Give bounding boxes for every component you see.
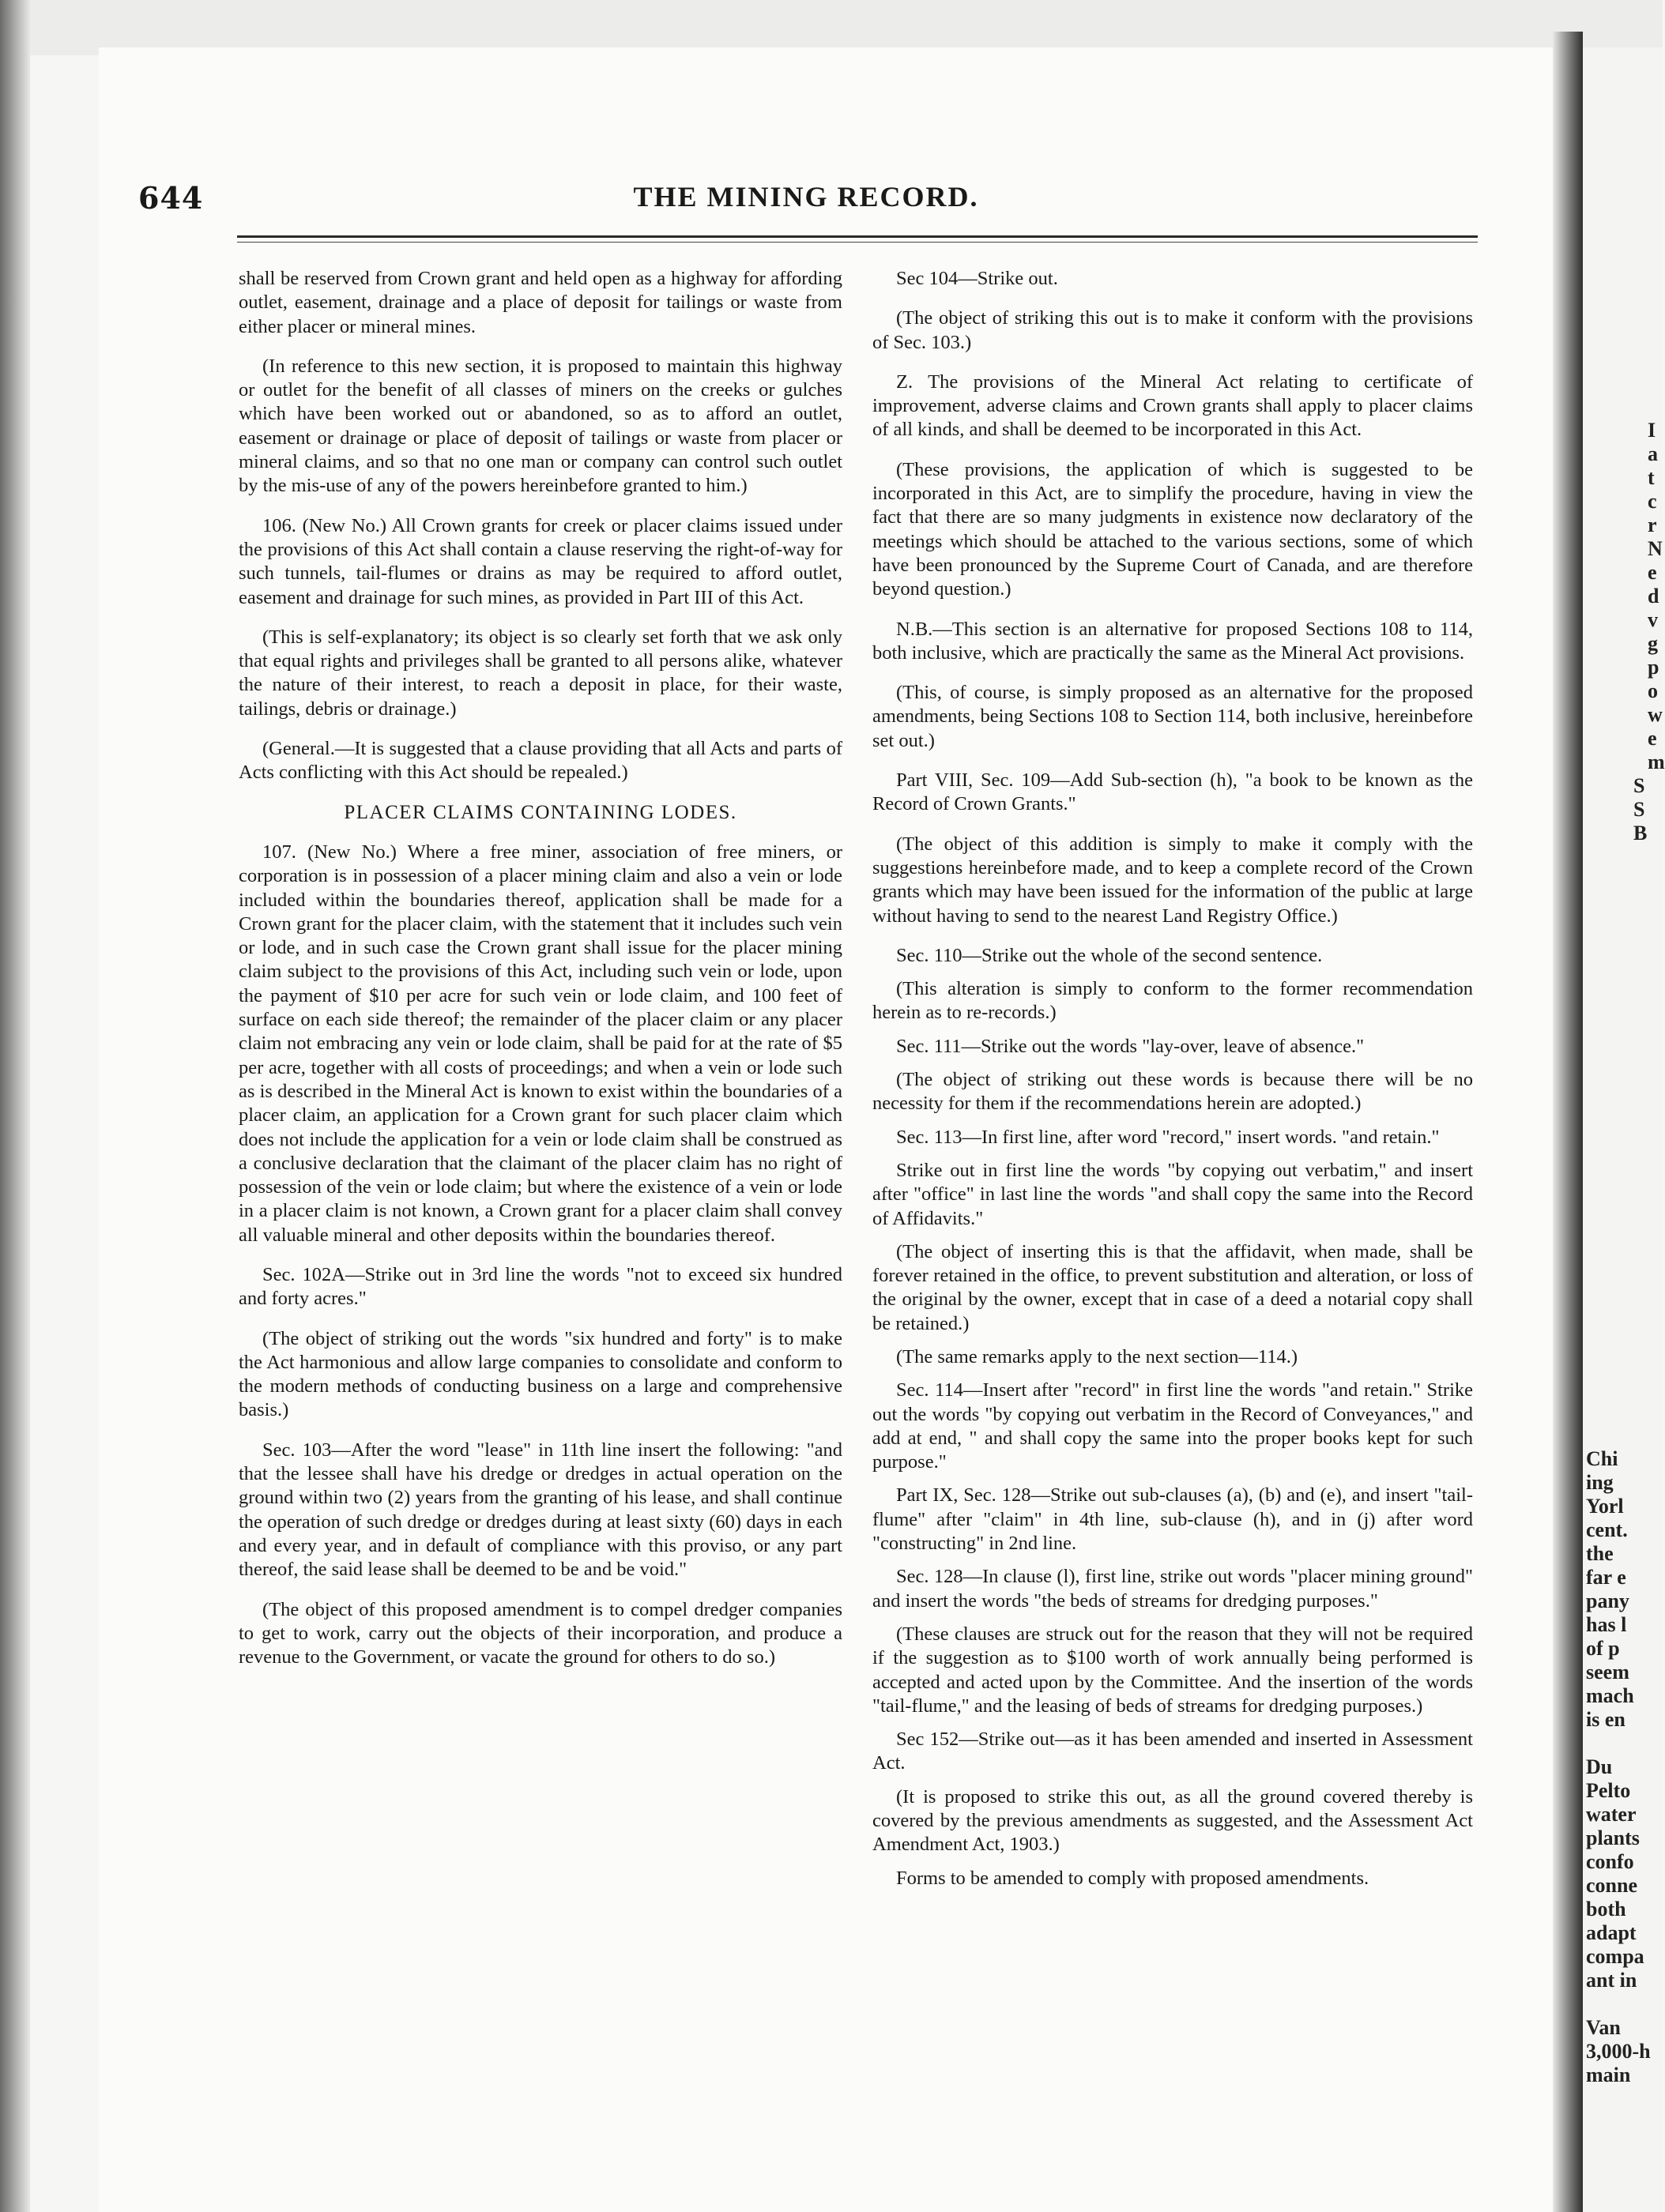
facing-page-fragment: a <box>1648 442 1658 465</box>
facing-page-fragment: both <box>1586 1898 1626 1920</box>
facing-page-fragment: confo <box>1586 1850 1634 1873</box>
paragraph: (The object of this proposed amendment is to compel dredger companies to get to work, carry out the objects of their incorporation, and produce a revenue to the Government, or vacate the ground for others to do so.) <box>239 1598 842 1668</box>
paragraph: Sec. 111—Strike out the words "lay-over, leave of absence." <box>896 1035 1365 1057</box>
facing-page-fragment: far e <box>1586 1566 1626 1589</box>
paragraph: Part VIII, Sec. 109—Add Sub-section (h), "a book to be known as the Record of Crown Grants." <box>872 769 1473 815</box>
facing-page-fragment: v <box>1648 608 1658 631</box>
paragraph: (General.—It is suggested that a clause providing that all Acts and parts of Acts conflicting with this Act should be repealed.) <box>239 738 842 784</box>
facing-page-fragment: adapt <box>1586 1921 1637 1944</box>
header-rule-thin <box>237 242 1478 243</box>
paragraph: (The object of this addition is simply to make it comply with the suggestions hereinbefore made, and to keep a complete record of the Crown grants which may have been issued for the information of the public at large without having to send to the nearest Land Registry Office.) <box>872 833 1473 927</box>
facing-page-fragment: plants <box>1586 1826 1640 1849</box>
facing-page-fragment: of p <box>1586 1637 1620 1660</box>
facing-page-fragment: Chi <box>1586 1447 1618 1470</box>
facing-page-fragment: r <box>1648 514 1657 536</box>
facing-page-fragment: g <box>1648 632 1658 655</box>
right-column <box>872 267 1473 1900</box>
facing-page-fragment: p <box>1648 656 1659 679</box>
facing-page-fragment: compa <box>1586 1945 1644 1968</box>
page-header <box>138 180 1474 228</box>
paragraph: (The same remarks apply to the next section—114.) <box>896 1345 1298 1367</box>
facing-page-fragment: B <box>1633 822 1648 845</box>
paragraph: Part IX, Sec. 128—Strike out sub-clauses (a), (b) and (e), and insert "tail-flume" after "claim" in 4th line, sub-clause (h), and in (j) after word "constructing" in 2nd line. <box>872 1484 1473 1555</box>
facing-page-fragment: 3,000-h <box>1586 2040 1651 2063</box>
facing-page-fragment: seem <box>1586 1661 1629 1683</box>
book-spine-gutter <box>1553 32 1583 2212</box>
facing-page-fragment: Van <box>1586 2016 1621 2039</box>
facing-page-fragment: Yorl <box>1586 1495 1624 1518</box>
facing-page-fragment: d <box>1648 585 1659 608</box>
paragraph: 106. (New No.) All Crown grants for creek or placer claims issued under the provisions of this Act shall contain a clause reserving the right-of-way for such tunnels, tail-flumes or drains as may be required to afford outlet, easement and drainage for such mines, as provided in Part III of this Act. <box>239 514 842 608</box>
facing-page-fragment: main <box>1586 2063 1631 2086</box>
paragraph: (These provisions, the application of which is suggested to be incorporated in this Act, are to simplify the procedure, having in view the fact that there are so many judgments in existence now declaratory of the meetings which should be attached to the various sections, some of which have been pronounced by the Supreme Court of Canada, and are therefore beyond question.) <box>872 458 1473 600</box>
paragraph: Sec. 110—Strike out the whole of the second sentence. <box>896 944 1323 966</box>
paragraph: (It is proposed to strike this out, as all the ground covered thereby is covered by the previous amendments as suggested, and the Assessment Act Amendment Act, 1903.) <box>872 1785 1473 1856</box>
paragraph: (In reference to this new section, it is proposed to maintain this highway or outlet for the benefit of all classes of miners on the creeks or gulches which have been worked out or abandoned, so as to afford an outlet, easement or drainage or place of deposit of tailings or waste from placer or mineral claims, and so that no one man or company can control such outlet by the mis-use of any of the powers hereinbefore granted to him.) <box>239 355 842 497</box>
facing-page-fragment: Pelto <box>1586 1779 1631 1802</box>
facing-page-fragment: c <box>1648 490 1657 513</box>
paragraph: (The object of striking out the words "six hundred and forty" is to make the Act harmonious and allow large companies to consolidate and conform to the modern methods of conducting business on a large and comprehensive basis.) <box>239 1327 842 1421</box>
paragraph: (This alteration is simply to conform to the former recommendation herein as to re-records.) <box>872 978 1473 1024</box>
facing-page <box>1583 47 1663 2212</box>
paragraph: N.B.—This section is an alternative for proposed Sections 108 to 114, both inclusive, which are practically the same as the Mineral Act provisions. <box>872 618 1473 664</box>
binding-shadow-left <box>0 0 30 2212</box>
section-heading: PLACER CLAIMS CONTAINING LODES. <box>344 801 737 823</box>
facing-page-fragment: I <box>1648 419 1656 442</box>
facing-page-fragment: t <box>1648 466 1655 489</box>
paragraph: Sec. 103—After the word "lease" in 11th line insert the following: "and that the lessee shall have his dredge or dredges in actual operation on the ground within two (2) years from the granting of his lease, and shall continue the operation of such dredge or dredges during at least sixty (60) days in each and every year, and in default of compliance with this proviso, or any part thereof, the said lease shall be deemed to be and be void." <box>239 1439 842 1581</box>
paragraph: Strike out in first line the words "by copying out verbatim," and insert after "office" in last line the words "and shall copy the same into the Record of Affidavits." <box>872 1159 1473 1229</box>
paragraph: Sec. 102A—Strike out in 3rd line the words "not to exceed six hundred and forty acres." <box>239 1263 842 1310</box>
header-rule <box>237 235 1478 238</box>
facing-page-fragment: w <box>1648 703 1663 726</box>
facing-page-fragment: is en <box>1586 1708 1625 1731</box>
paragraph: (This, of course, is simply proposed as an alternative for the proposed amendments, being Sections 108 to Section 114, both inclusive, hereinbefore set out.) <box>872 682 1473 751</box>
facing-page-fragment: Du <box>1586 1755 1613 1778</box>
facing-page-fragment: S <box>1633 798 1645 821</box>
facing-page-fragment: conne <box>1586 1874 1637 1897</box>
paragraph: Forms to be amended to comply with proposed amendments. <box>896 1867 1369 1889</box>
paragraph: Sec 104—Strike out. <box>896 268 1058 289</box>
facing-page-fragment: water <box>1586 1803 1637 1826</box>
facing-page-fragment: S <box>1633 774 1645 797</box>
paragraph: Sec 152—Strike out—as it has been amended and inserted in Assessment Act. <box>872 1729 1473 1774</box>
paragraph: shall be reserved from Crown grant and held open as a highway for affording outlet, easement, drainage and a place of deposit for tailings or waste from either placer or mineral mines. <box>239 268 842 337</box>
left-column <box>239 267 842 1685</box>
facing-page-fragment: m <box>1648 750 1665 773</box>
paragraph: 107. (New No.) Where a free miner, association of free miners, or corporation is in possession of a placer mining claim and also a vein or lode included within the boundaries thereof, application shall be made for a Crown grant for the placer claim, with the statement that it includes such vein or lode, and in such case the Crown grant shall issue for the placer mining claim subject to the provisions of this Act, including such vein or lode, upon the payment of $10 per acre for such vein or lode claim, and 100 feet of surface on each side thereof; the remainder of the placer claim or any placer claim not embracing any vein or lode claim, shall be paid for at the rate of $5 per acre, together with all costs of proceedings; and when a vein or lode such as is described in the Mineral Act is known to exist within the boundaries of a placer claim, an application for a Crown grant for such placer claim which does not include the application for a vein or lode claim shall be construed as a conclusive declaration that the claimant of the placer claim has no right of possession of the vein or lode claim; but where the existence of a vein or lode in a placer claim is not known, a Crown grant for a placer claim shall convey all valuable mineral and other deposits within the boundaries thereof. <box>239 841 842 1246</box>
facing-page-fragment: e <box>1648 561 1657 584</box>
running-title: THE MINING RECORD. <box>633 181 979 213</box>
facing-page-fragment: pany <box>1586 1589 1629 1612</box>
paragraph: Z. The provisions of the Mineral Act relating to certificate of improvement, adverse claims and Crown grants shall apply to placer claims of all kinds, and shall be deemed to be incorporated in this Act. <box>872 371 1473 441</box>
paragraph: (The object of inserting this is that the affidavit, when made, shall be forever retained in the office, to prevent substitution and alteration, or loss of the original by the owner, except that in case of a deed a notarial copy shall be retained.) <box>872 1240 1473 1334</box>
paragraph: (This is self-explanatory; its object is so clearly set forth that we ask only that equal rights and privileges shall be granted to all persons alike, whatever the nature of their interest, to reach a deposit in place, for their waste, tailings, debris or drainage.) <box>239 626 842 720</box>
facing-page-fragment: has l <box>1586 1613 1627 1636</box>
facing-page-fragment: cent. <box>1586 1518 1628 1541</box>
facing-page-fragment: ant in <box>1586 1969 1637 1992</box>
facing-page-fragment: the <box>1586 1542 1614 1565</box>
paragraph: Sec. 128—In clause (l), first line, strike out words "placer mining ground" and insert the words "the beds of streams for dredging purposes." <box>872 1566 1473 1612</box>
facing-page-fragment: ing <box>1586 1471 1614 1494</box>
page-number: 644 <box>138 180 204 216</box>
facing-page-fragment: N <box>1648 537 1663 560</box>
facing-page-fragment: mach <box>1586 1684 1634 1707</box>
facing-page-fragment: e <box>1648 727 1657 750</box>
paragraph: (The object of striking out these words is because there will be no necessity for them if the recommendations herein are adopted.) <box>872 1069 1473 1115</box>
paragraph: Sec. 114—Insert after "record" in first line the words "and retain." Strike out the words "by copying out verbatim in the Record of Conveyances," and add at end, " and shall copy the same into the proper books kept for such purpose." <box>872 1379 1473 1473</box>
facing-page-fragment: o <box>1648 679 1658 702</box>
paragraph: Sec. 113—In first line, after word "record," insert words. "and retain." <box>896 1126 1440 1148</box>
paragraph: (The object of striking this out is to make it conform with the provisions of Sec. 103.) <box>872 307 1473 353</box>
paragraph: (These clauses are struck out for the reason that they will not be required if the suggestion as to $100 worth of work annually being performed is accepted and acted upon by the Committee. And the insertion of the words "tail-flume," and the leasing of beds of streams for dredging purposes.) <box>872 1623 1473 1717</box>
